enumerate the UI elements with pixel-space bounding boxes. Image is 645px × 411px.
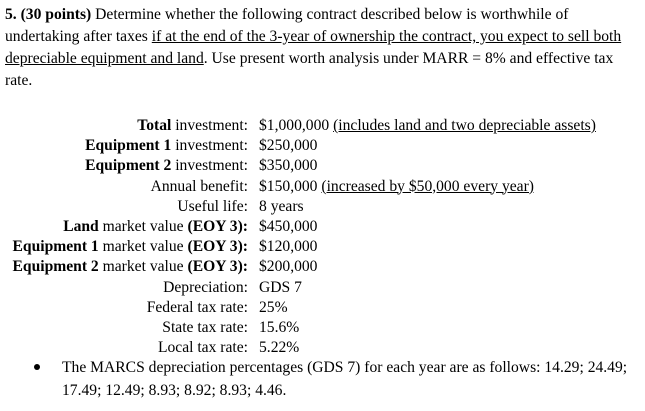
param-row xyxy=(0,278,645,298)
param-label: Land market value (EOY 3): xyxy=(63,217,248,235)
param-note: (includes land and two depreciable assets) xyxy=(333,117,596,134)
param-label: Federal tax rate: xyxy=(146,298,248,316)
param-row xyxy=(0,177,645,197)
param-value: 25% xyxy=(259,298,288,316)
param-row xyxy=(0,237,645,257)
param-value: 15.6% xyxy=(259,318,300,336)
param-value: $200,000 xyxy=(259,258,318,276)
param-value: $1,000,000 (includes land and two depreciable assets) xyxy=(259,117,596,134)
param-label: Equipment 2 market value (EOY 3): xyxy=(12,258,248,276)
param-value: $450,000 xyxy=(259,217,318,235)
param-row xyxy=(0,217,645,237)
param-label: Equipment 2 investment: xyxy=(85,157,248,175)
param-note: (increased by $50,000 every year) xyxy=(321,177,534,195)
problem-underlined-condition: if at the end of the 3-year of ownership the contract, you expect to sell both depreciable equipment and land xyxy=(5,28,622,67)
param-row xyxy=(0,298,645,318)
param-value: 5.22% xyxy=(259,339,300,357)
param-value: $350,000 xyxy=(259,157,318,175)
param-value: $150,000 (increased by $50,000 every year) xyxy=(259,177,534,195)
param-value: $120,000 xyxy=(259,238,318,256)
param-row xyxy=(0,116,645,136)
contract-parameters-table xyxy=(0,116,645,358)
problem-points: (30 points) xyxy=(20,6,92,23)
bullet-icon xyxy=(34,364,40,370)
param-row xyxy=(0,136,645,156)
param-row xyxy=(0,156,645,176)
problem-intro: Determine whether the following contract described below is worthwhile of undertaking after taxes xyxy=(5,6,569,45)
problem-statement xyxy=(5,4,637,92)
problem-rest: . Use present worth analysis under MARR = 8% and effective tax rate. xyxy=(5,50,614,89)
param-label: State tax rate: xyxy=(162,318,248,336)
problem-number: 5. xyxy=(5,6,17,23)
param-row xyxy=(0,257,645,277)
bullet-text: The MARCS depreciation percentages (GDS 7) for each year are as follows: 14.29; 24.49; 17.49; 12.49; 8.93; 8.92; 8.93; 4.46. xyxy=(62,359,628,399)
param-row xyxy=(0,318,645,338)
param-label: Total investment: xyxy=(137,117,248,134)
param-row xyxy=(0,197,645,217)
param-value: GDS 7 xyxy=(259,278,302,296)
param-label: Depreciation: xyxy=(163,278,248,296)
param-label: Annual benefit: xyxy=(150,177,248,195)
param-label: Equipment 1 investment: xyxy=(85,137,248,155)
param-value: $250,000 xyxy=(259,137,318,155)
param-label: Useful life: xyxy=(177,197,248,215)
param-value: 8 years xyxy=(259,197,304,215)
param-label: Equipment 1 market value (EOY 3): xyxy=(12,238,248,256)
param-label: Local tax rate: xyxy=(157,339,248,357)
